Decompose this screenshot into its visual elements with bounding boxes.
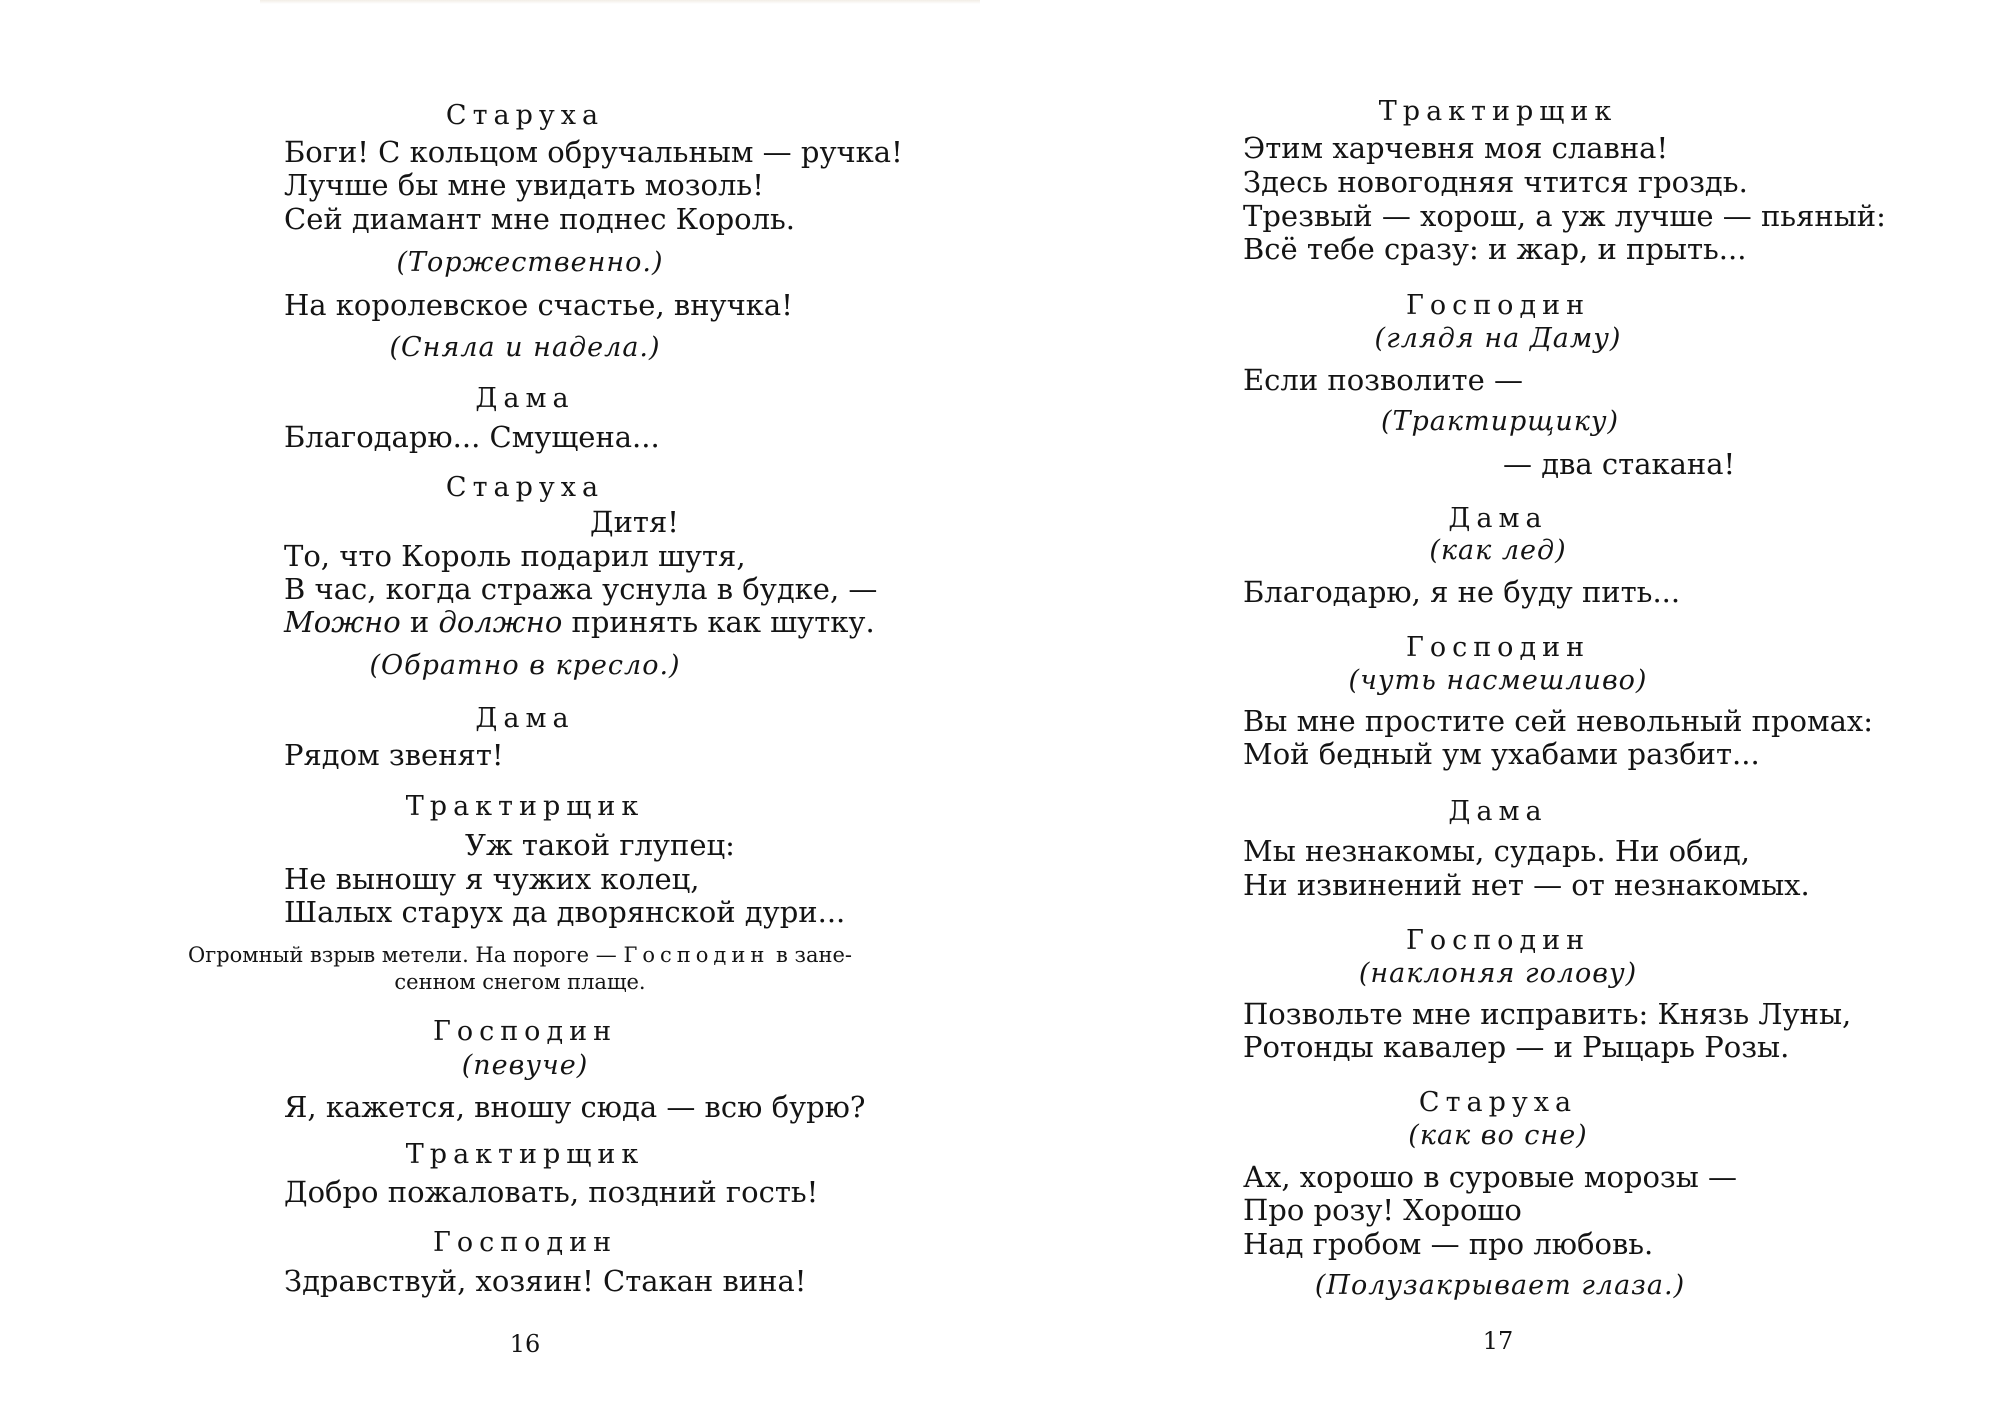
stage-direction: (Полузакрывает глаза.) (1314, 1270, 1686, 1301)
stage-text: в зане- (776, 943, 853, 967)
speaker-name: Господин (1405, 632, 1591, 663)
emphasis: должно (438, 605, 563, 639)
stage-direction: (как лед) (1429, 535, 1567, 566)
stage-direction: (Трактирщику) (1380, 406, 1620, 437)
stage-character: Господин (623, 943, 770, 967)
verse-line: На королевское счастье, внучка! (284, 288, 793, 322)
speaker-name: Трактирщик (405, 1139, 645, 1170)
speaker-name: Старуха (1418, 1087, 1578, 1118)
verse-line: Боги! С кольцом обручальным — ручка! (284, 135, 903, 169)
right-page (1000, 0, 2000, 1422)
speaker-name: Господин (432, 1016, 618, 1047)
speaker-name: Господин (1405, 925, 1591, 956)
stage-direction: (Сняла и надела.) (389, 332, 661, 363)
verse-line: Мы незнакомы, сударь. Ни обид, (1243, 834, 1750, 868)
speaker-name: Старуха (445, 100, 605, 131)
speaker-name: Трактирщик (405, 791, 645, 822)
stage-direction: (чуть насмешливо) (1348, 665, 1648, 696)
verse-line: Мой бедный ум ухабами разбит... (1243, 737, 1760, 771)
page-number: 16 (509, 1330, 541, 1358)
verse-line: Лучше бы мне увидать мозоль! (284, 168, 764, 202)
emphasis: Можно (284, 605, 401, 639)
verse-line: Здравствуй, хозяин! Стакан вина! (284, 1264, 807, 1298)
stage-text: Огромный взрыв метели. На пороге — (187, 943, 617, 967)
verse-line: Ах, хорошо в суровые морозы — (1243, 1160, 1738, 1194)
verse-line: Сей диамант мне поднес Король. (284, 202, 796, 236)
verse-line: Этим харчевня моя славна! (1243, 131, 1669, 165)
verse-line: Вы мне простите сей невольный промах: (1243, 704, 1873, 738)
speaker-name: Господин (1405, 290, 1591, 321)
verse-line: В час, когда стража уснула в будке, — (284, 572, 878, 606)
verse-line: Шалых старух да дворянской дури... (284, 895, 846, 929)
verse-line: Позвольте мне исправить: Князь Луны, (1243, 997, 1852, 1031)
verse-line: Дитя! (590, 505, 679, 539)
stage-direction: (наклоняя голову) (1358, 958, 1638, 989)
verse-line: Про розу! Хорошо (1243, 1193, 1522, 1227)
verse-text: принять как шутку. (571, 605, 875, 639)
speaker-name: Старуха (445, 472, 605, 503)
stage-direction: (Обратно в кресло.) (369, 650, 681, 681)
speaker-name: Дама (1448, 796, 1548, 827)
stage-remark (188, 943, 852, 967)
stage-direction: (как во сне) (1408, 1120, 1588, 1151)
verse-line: Рядом звенят! (284, 738, 504, 772)
verse-line (284, 605, 875, 639)
verse-text: и (409, 605, 430, 639)
verse-line: Здесь новогодняя чтится гроздь. (1243, 165, 1748, 199)
verse-line: Если позволите — (1243, 363, 1523, 397)
verse-line: Ни извинений нет — от незнакомых. (1243, 868, 1810, 902)
verse-line: Добро пожаловать, поздний гость! (284, 1175, 819, 1209)
verse-line: Ротонды кавалер — и Рыцарь Розы. (1243, 1030, 1790, 1064)
stage-direction: (глядя на Даму) (1374, 323, 1622, 354)
stage-remark: сенном снегом плаще. (394, 970, 646, 994)
verse-line: Трезвый — хорош, а уж лучше — пьяный: (1243, 199, 1886, 233)
speaker-name: Дама (475, 703, 575, 734)
speaker-name: Трактирщик (1378, 96, 1618, 127)
verse-line: То, что Король подарил шутя, (284, 539, 746, 573)
verse-line: Над гробом — про любовь. (1243, 1227, 1654, 1261)
speaker-name: Господин (432, 1227, 618, 1258)
verse-line: Не выношу я чужих колец, (284, 862, 700, 896)
verse-line: Всё тебе сразу: и жар, и прыть... (1243, 232, 1747, 266)
verse-line: — два стакана! (1503, 447, 1736, 481)
speaker-name: Дама (475, 383, 575, 414)
speaker-name: Дама (1448, 503, 1548, 534)
stage-direction: (певуче) (461, 1050, 589, 1081)
page-number: 17 (1482, 1327, 1514, 1355)
verse-line: Благодарю... Смущена... (284, 420, 660, 454)
verse-line: Я, кажется, вношу сюда — всю бурю? (284, 1090, 866, 1124)
verse-line: Уж такой глупец: (465, 828, 735, 862)
verse-line: Благодарю, я не буду пить... (1243, 575, 1681, 609)
stage-direction: (Торжественно.) (396, 247, 664, 278)
